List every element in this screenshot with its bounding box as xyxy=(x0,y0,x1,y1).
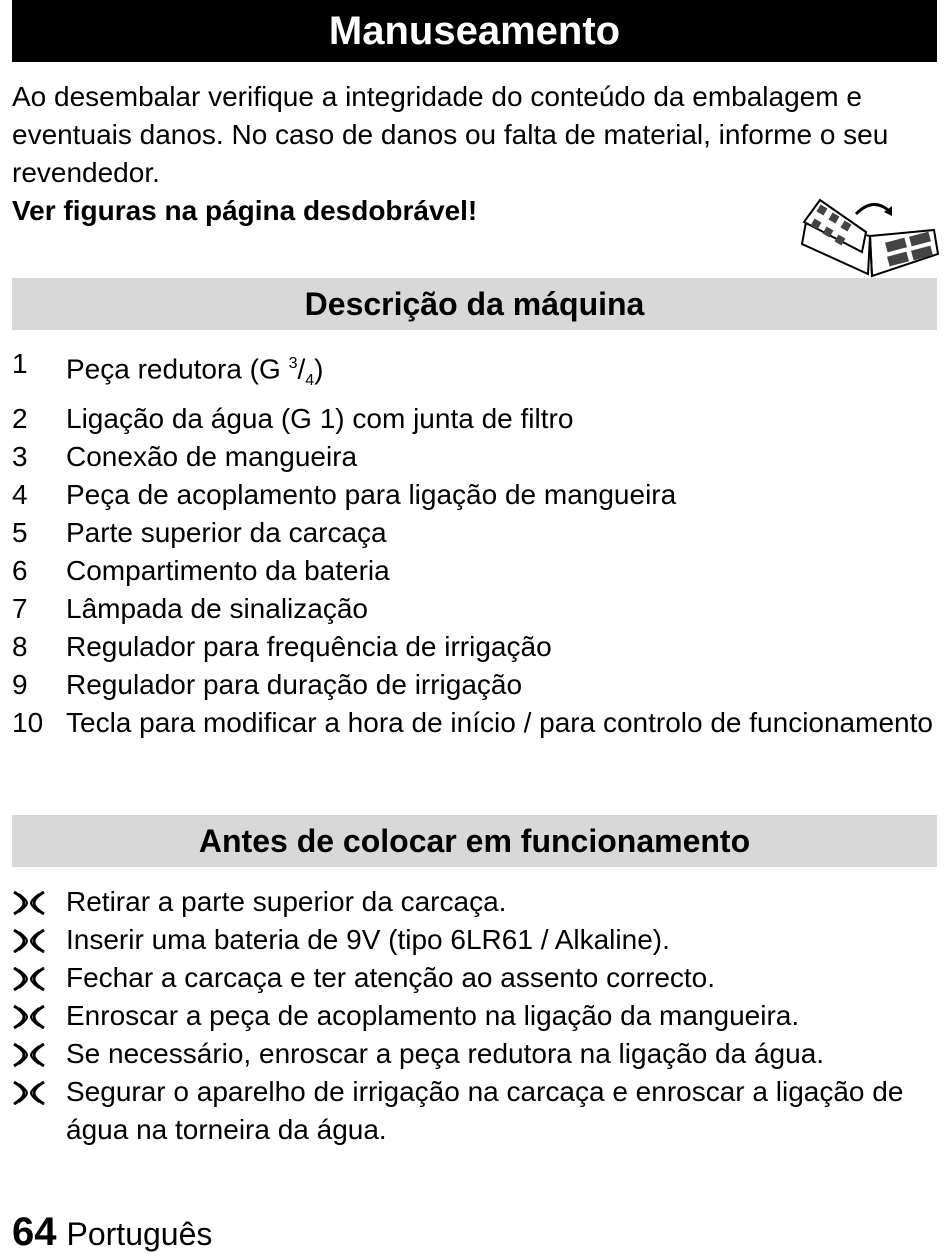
step-marker-icon xyxy=(12,1004,46,1030)
item-text: Peça de acoplamento para ligação de mangueira xyxy=(66,478,677,510)
step-item xyxy=(12,921,937,959)
item-text: Ligação da água (G 1) com junta de filtro xyxy=(66,402,574,434)
list-item xyxy=(12,438,937,476)
step-marker-icon xyxy=(12,1080,46,1106)
list-item xyxy=(12,590,937,628)
footer-language: Português xyxy=(66,1216,213,1252)
step-item xyxy=(12,997,937,1035)
list-item xyxy=(12,704,937,742)
item-text: Peça redutora (G $^3/_4$) xyxy=(66,353,324,389)
item-text: Lâmpada de sinalização xyxy=(66,592,368,624)
list-item xyxy=(12,628,937,666)
item-number: 2 xyxy=(12,402,28,434)
page-title: Manuseamento xyxy=(12,0,937,62)
item-number: 9 xyxy=(12,668,28,700)
page-number: 64 xyxy=(12,1210,57,1254)
list-item xyxy=(12,514,937,552)
step-text: Inserir uma bateria de 9V (tipo 6LR61 / Alkaline). xyxy=(66,924,670,955)
fold-out-book-icon xyxy=(800,192,940,284)
step-marker-icon xyxy=(12,966,46,992)
step-item xyxy=(12,1035,937,1073)
step-marker-icon xyxy=(12,1042,46,1068)
step-text: Retirar a parte superior da carcaça. xyxy=(66,886,507,917)
step-text: Segurar o aparelho de irrigação na carcaça e enroscar a ligação de água na torneira da água. xyxy=(66,1076,904,1145)
step-item xyxy=(12,959,937,997)
step-marker-icon xyxy=(12,890,46,916)
item-number: 3 xyxy=(12,440,28,472)
item-text: Conexão de mangueira xyxy=(66,440,358,472)
item-text: Tecla para modificar a hora de início / para controlo de funcionamento xyxy=(66,706,933,738)
step-item xyxy=(12,883,937,921)
item-text: Regulador para duração de irrigação xyxy=(66,668,523,700)
item-number: 7 xyxy=(12,592,28,624)
item-text: Compartimento da bateria xyxy=(66,554,390,586)
startup-steps-list xyxy=(12,883,937,1149)
item-number: 6 xyxy=(12,554,28,586)
item-text: Regulador para frequência de irrigação xyxy=(66,630,552,662)
step-marker-icon xyxy=(12,928,46,954)
foldout-note: Ver figuras na página desdobrável! xyxy=(12,195,478,226)
page-footer xyxy=(12,1210,212,1255)
step-text: Se necessário, enroscar a peça redutora na ligação da água. xyxy=(66,1038,825,1069)
list-item xyxy=(12,345,937,400)
item-number: 8 xyxy=(12,630,28,662)
intro-text: Ao desembalar verifique a integridade do conteúdo da embalagem e eventuais danos. No caso de danos ou falta de material, informe o seu revendedor. xyxy=(12,81,889,188)
list-item xyxy=(12,666,937,704)
list-item xyxy=(12,400,937,438)
step-text: Enroscar a peça de acoplamento na ligação da mangueira. xyxy=(66,1000,800,1031)
item-number: 4 xyxy=(12,478,28,510)
machine-description-heading: Descrição da máquina xyxy=(12,278,937,330)
item-number: 1 xyxy=(12,348,28,379)
machine-parts-list xyxy=(12,345,937,742)
step-text: Fechar a carcaça e ter atenção ao assento correcto. xyxy=(66,962,716,993)
intro-section xyxy=(12,78,937,230)
item-number: 10 xyxy=(12,706,44,738)
startup-heading: Antes de colocar em funcionamento xyxy=(12,815,937,867)
list-item xyxy=(12,476,937,514)
list-item xyxy=(12,552,937,590)
item-text: Parte superior da carcaça xyxy=(66,516,387,548)
item-number: 5 xyxy=(12,516,28,548)
step-item xyxy=(12,1073,937,1149)
